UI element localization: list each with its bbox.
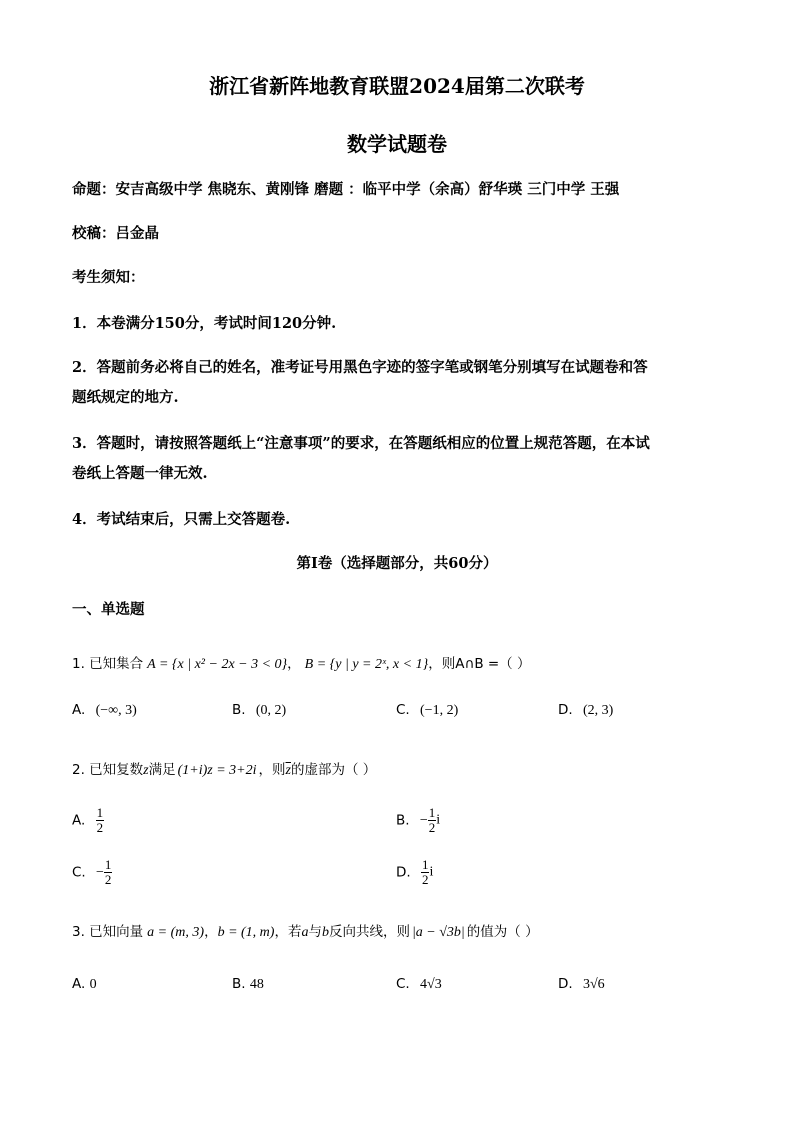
q1-option-c[interactable] xyxy=(396,702,458,719)
numerator: 1 xyxy=(104,857,112,872)
option-label: B. xyxy=(232,976,246,992)
question-1: 1. 已知集合 A = {x | x² − 2x − 3 < 0}， B = {y | y = 2ˣ, x < 1}，则A∩B =（ ） xyxy=(72,656,531,672)
q3-expression: |a − √3b| xyxy=(411,925,465,940)
q3-b: b xyxy=(321,925,329,940)
option-value: (2, 3) xyxy=(582,703,614,718)
notice-2: 2．答题前务必将自己的姓名，准考证号用黑色字迹的签字笔或钢笔分别填写在试题卷和答 xyxy=(72,359,648,376)
option-label: C. xyxy=(396,702,410,718)
q3-option-d[interactable] xyxy=(558,976,605,993)
notice-4: 4．考试结束后，只需上交答题卷. xyxy=(72,511,291,528)
option-tail: i xyxy=(429,864,434,880)
option-value: 3√6 xyxy=(582,977,605,992)
option-value: 4√3 xyxy=(420,977,442,992)
option-label: C. xyxy=(72,864,86,881)
exam-subtitle: 数学试题卷 xyxy=(347,132,447,156)
option-value: (−1, 2) xyxy=(420,703,459,718)
fraction xyxy=(428,806,437,835)
question-3: 3. 已知向量 a = (m, 3)，b = (1, m)，若a与b反向共线，则 |a − √3b| 的值为（ ） xyxy=(72,924,539,940)
option-label: B. xyxy=(396,812,410,829)
fraction xyxy=(104,858,113,887)
q3-prefix: 3. 已知向量 xyxy=(72,924,144,940)
exam-title: 浙江省新阵地教育联盟2024届第二次联考 xyxy=(209,74,585,98)
question-2 xyxy=(72,758,376,779)
q2-z: z xyxy=(143,763,149,778)
option-label: A. xyxy=(72,812,86,829)
q3-vector-b: b = (1, m) xyxy=(217,925,275,940)
numerator: 1 xyxy=(96,805,104,820)
option-value: 48 xyxy=(249,977,264,992)
option-label: A. xyxy=(72,702,86,718)
q1-option-d[interactable] xyxy=(558,702,613,719)
notice-3-cont: 卷纸上答题一律无效. xyxy=(72,465,208,482)
denominator: 2 xyxy=(96,820,104,835)
q2-option-d[interactable] xyxy=(396,858,433,887)
option-label: D. xyxy=(558,702,573,718)
denominator: 2 xyxy=(104,872,112,887)
option-label: B. xyxy=(232,702,246,718)
q3-mid2: 反向共线，则 xyxy=(328,924,410,940)
notice-3: 3．答题时，请按照答题纸上“注意事项”的要求，在答题纸相应的位置上规范答题，在本试 xyxy=(72,435,650,452)
numerator: 1 xyxy=(421,857,429,872)
option-value: (−∞, 3) xyxy=(95,703,137,718)
fraction xyxy=(96,806,105,835)
q1-suffix: ，则A∩B =（ ） xyxy=(428,656,531,672)
q3-mid: ，若 xyxy=(274,924,302,940)
section-title: 一、单选题 xyxy=(72,601,145,618)
option-tail: i xyxy=(436,812,441,828)
q3-suffix: 的值为（ ） xyxy=(466,924,539,940)
q1-option-a[interactable] xyxy=(72,702,137,719)
option-label: D. xyxy=(558,976,573,992)
q3-a: a xyxy=(301,925,309,940)
option-label: D. xyxy=(396,864,411,881)
option-value: 0 xyxy=(89,977,97,992)
option-label: C. xyxy=(396,976,410,992)
q1-set-b: B = {y | y = 2ˣ, x < 1} xyxy=(304,657,429,672)
numerator: 1 xyxy=(428,805,436,820)
q2-prefix: 2. 已知复数 xyxy=(72,762,144,778)
q3-option-a[interactable] xyxy=(72,976,97,993)
q3-option-c[interactable] xyxy=(396,976,442,993)
authors-line: 命题：安吉高级中学 焦晓东、黄刚锋 磨题 ：临平中学（余高）舒华瑛 三门中学 王强 xyxy=(72,181,620,198)
q1-option-b[interactable] xyxy=(232,702,286,719)
q2-option-b[interactable] xyxy=(396,806,440,835)
q2-equation: (1+i)z = 3+2i xyxy=(177,763,257,778)
q2-mid2: ，则 xyxy=(258,762,286,778)
q3-with: 与 xyxy=(308,924,322,940)
notice-1: 1．本卷满分150分，考试时间120分钟. xyxy=(72,315,337,332)
notice-2-cont: 题纸规定的地方. xyxy=(72,389,179,406)
option-label: A. xyxy=(72,976,86,992)
q3-option-b[interactable] xyxy=(232,976,264,993)
part-title: 第Ⅰ卷（选择题部分，共60分） xyxy=(296,555,498,572)
q2-option-c[interactable] xyxy=(72,858,112,887)
option-sign: − xyxy=(96,864,104,880)
q2-zbar: $\overline{z}$ xyxy=(285,763,291,778)
q2-option-a[interactable] xyxy=(72,806,104,835)
q1-prefix: 1. 已知集合 xyxy=(72,656,144,672)
option-value: (0, 2) xyxy=(255,703,287,718)
q3-vector-a: a = (m, 3) xyxy=(147,925,205,940)
option-sign: − xyxy=(419,812,428,828)
denominator: 2 xyxy=(421,872,429,887)
q1-set-a: A = {x | x² − 2x − 3 < 0} xyxy=(147,657,288,672)
proofread-line: 校稿：吕金晶 xyxy=(72,225,159,242)
q2-mid: 满足 xyxy=(148,762,176,778)
denominator: 2 xyxy=(428,820,436,835)
notice-title: 考生须知： xyxy=(72,269,145,286)
q2-suffix: 的虚部为（ ） xyxy=(290,762,377,778)
